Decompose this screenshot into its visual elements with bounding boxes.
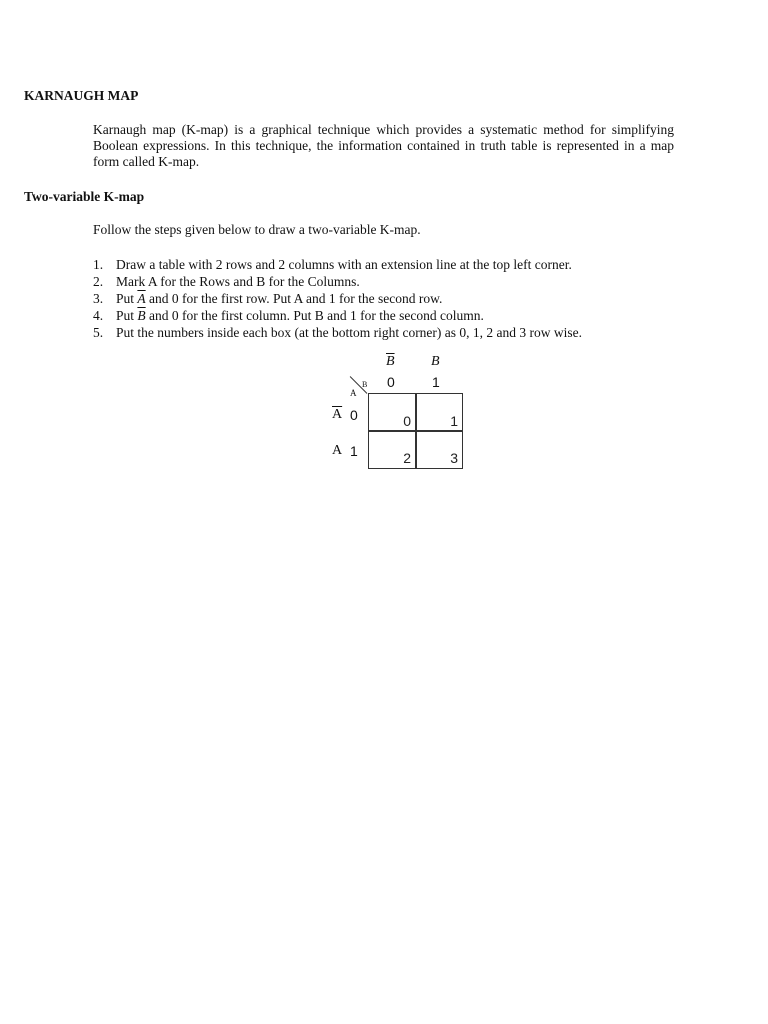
- cell-number: 3: [450, 450, 458, 466]
- cell-number: 2: [403, 450, 411, 466]
- step-number: 2.: [93, 274, 104, 289]
- cell-number: 0: [403, 413, 411, 429]
- step-item: [93, 273, 693, 290]
- step-text-pre: Put: [116, 308, 138, 323]
- row-value-0: 0: [350, 407, 358, 423]
- step-text-post: and 0 for the first row. Put A and 1 for the second row.: [145, 291, 443, 306]
- kmap-cell: [416, 431, 462, 468]
- col-value-1: 1: [432, 374, 440, 390]
- corner-row-var: A: [350, 388, 357, 398]
- step-number: 3.: [93, 291, 104, 306]
- step-text: Draw a table with 2 rows and 2 columns with an extension line at the top left corner.: [116, 257, 572, 272]
- kmap-cell: [369, 431, 415, 468]
- section-heading: Two-variable K-map: [24, 189, 145, 204]
- step-item: [93, 256, 693, 273]
- section-lead: Follow the steps given below to draw a two-variable K-map.: [93, 222, 421, 237]
- step-number: 5.: [93, 325, 104, 340]
- steps-list: [93, 256, 693, 341]
- step-text: Put the numbers inside each box (at the bottom right corner) as 0, 1, 2 and 3 row wise.: [116, 325, 583, 340]
- page-title: KARNAUGH MAP: [24, 88, 139, 103]
- b-bar-symbol: $\overline{B}$: [137, 308, 146, 323]
- step-text: Mark A for the Rows and B for the Columns.: [116, 274, 360, 289]
- row-header-a: A: [332, 443, 343, 458]
- col-header-b-bar: $\overline{B}$: [386, 354, 395, 369]
- kmap-figure: [320, 350, 480, 475]
- step-item: [93, 307, 693, 324]
- kmap-cell: [369, 394, 415, 431]
- col-value-0: 0: [387, 374, 395, 390]
- intro-paragraph: Karnaugh map (K-map) is a graphical technique which provides a systematic method for simplifying Boolean expressions. In this technique, the information contained in truth table is represented in a map form called K-map.: [93, 122, 674, 169]
- kmap-grid: [368, 393, 463, 469]
- row-value-1: 1: [350, 443, 358, 459]
- step-item: [93, 290, 693, 307]
- a-bar-symbol: $\overline{A}$: [137, 291, 146, 306]
- kmap-cell: [416, 394, 462, 431]
- step-text-post: and 0 for the first column. Put B and 1 for the second column.: [145, 308, 484, 323]
- row-header-a-bar: $\overline{A}$: [332, 407, 343, 422]
- step-text-pre: Put: [116, 291, 138, 306]
- step-item: [93, 324, 693, 341]
- corner-col-var: B: [362, 380, 368, 389]
- step-number: 1.: [93, 257, 104, 272]
- cell-number: 1: [450, 413, 458, 429]
- step-number: 4.: [93, 308, 104, 323]
- col-header-b: B: [431, 354, 440, 369]
